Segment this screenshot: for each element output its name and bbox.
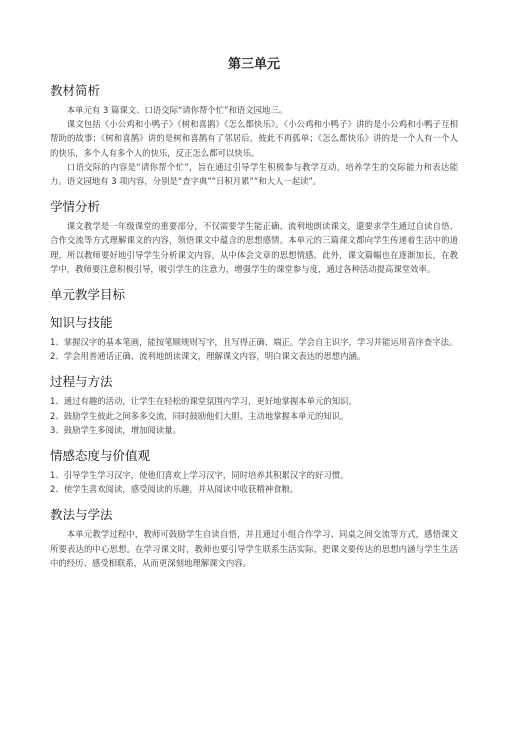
list-item: 2、鼓励学生彼此之间多多交流，同时鼓励他们大胆、主动地掌握本单元的知识。 <box>50 410 349 421</box>
paragraph: 课文包括《小公鸡和小鸭子》《树和喜鹊》《怎么都快乐》。《小公鸡和小鸭子》讲的是小公鸡和小鸭子互相帮助的故事；《树和喜鹊》讲的是树和喜鹊有了邻居后，彼此不再孤单；《怎么都快乐》讲的是一个人有一个人的快乐，多个人有多个人的快乐，反正怎么都可以快乐。 <box>50 119 458 158</box>
paragraph: 口语交际的内容是“请你帮个忙”，旨在通过引导学生积极参与教学互动，培养学生的交际能力和表达能力。语文园地有 3 项内容，分别是“查字典”“日积月累”“和大人一起读”。 <box>50 161 458 187</box>
section-heading-process: 过程与方法 <box>50 374 113 390</box>
section-heading-learner: 学情分析 <box>50 199 101 215</box>
paragraph: 本单元教学过程中，教师可鼓励学生自读自悟，并且通过小组合作学习、同桌之间交流等方式，感悟课文所要表达的中心思想。在学习课文时，教师也要引导学生联系生活实际，把课文要传达的思想内涵与学生生活中的经历、感受相联系，从而更深刻地理解课文内容。 <box>50 529 458 568</box>
section-goals <box>50 286 458 304</box>
section-knowledge <box>50 314 458 363</box>
section-method <box>50 506 458 570</box>
section-heading-material: 教材简析 <box>50 83 101 98</box>
section-heading-method: 教法与学法 <box>50 507 113 523</box>
section-heading-emotion: 情感态度与价值观 <box>50 448 151 464</box>
list-item: 3、鼓励学生多阅读，增加阅读量。 <box>50 424 181 435</box>
list-item: 2、学会用普通话正确、流利地朗读课文，理解课文内容，明白课文表达的思想内涵。 <box>50 351 366 362</box>
list-item: 1、掌握汉字的基本笔画，能按笔顺规则写字，且写得正确、端正。学会自主识字，学习并能运用音序查字法。 <box>50 337 458 348</box>
section-heading-knowledge: 知识与技能 <box>50 315 113 331</box>
document-title: 第三单元 <box>227 57 280 72</box>
section-process <box>50 373 458 437</box>
paragraph: 本单元有 3 篇课文、口语交际“请你帮个忙”和语文园地三。 <box>66 105 288 115</box>
paragraph: 课文教学是一年级课堂的重要部分，不仅需要学生能正确、流利地朗读课文，還要求学生通过自读自悟、合作交流等方式理解课文的内容，领悟课文中蕴含的思想感情。本单元的三篇课文都向学生传递着生活中的道理，所以教师要好地引导学生分析课文内容，从中体会文章的思想情感。此外，课文篇幅也在逐渐加长，在教学中，教师要注意积极引导，吸引学生的注意力，增强学生的课堂参与度，通过各种活动提高课堂效率。 <box>50 221 458 274</box>
list-item: 1、引导学生学习汉字，使他们喜欢上学习汉字，同时培养其积累汉字的好习惯。 <box>50 470 349 481</box>
list-item: 1、通过有趣的活动，让学生在轻松的课堂氛围内学习，更好地掌握本单元的知识。 <box>50 396 357 407</box>
list-item: 2、使学生喜欢阅读，感受阅读的乐趣，并从阅读中收获精神食粮。 <box>50 484 299 495</box>
section-emotion <box>50 447 458 496</box>
section-material <box>50 82 458 188</box>
section-heading-goals: 单元教学目标 <box>50 287 126 303</box>
section-learner <box>50 198 458 276</box>
